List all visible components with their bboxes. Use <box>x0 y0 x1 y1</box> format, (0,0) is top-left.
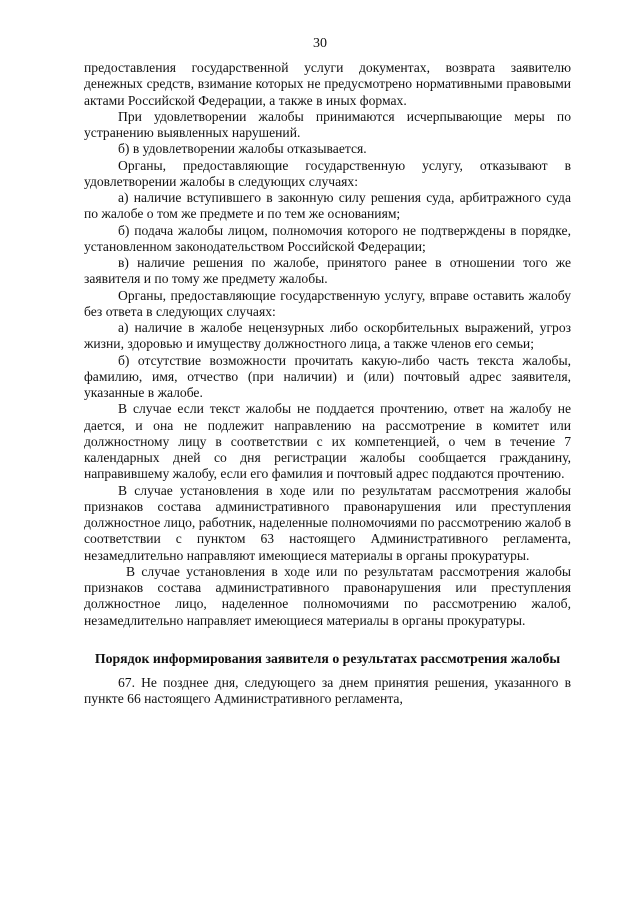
paragraph-refusal: б) в удовлетворении жалобы отказывается. <box>118 141 367 157</box>
paragraph-prosecutor-2: В случае установления в ходе или по результатам рассмотрения жалобы признаков состава административного правонарушения или преступления должностное лицо, наделенное полномочиями по рассмотрению жалоб, незамедлительно направляет имеющиеся материалы в органы прокуратуры. <box>84 563 571 628</box>
list-item-refusal-a: а) наличие вступившего в законную силу решения суда, арбитражного суда по жалобе о том же предмете и по тем же основаниям; <box>84 190 571 222</box>
list-item-refusal-b: б) подача жалобы лицом, полномочия которого не подтверждены в порядке, установленном законодательством Российской Федерации; <box>84 222 571 254</box>
paragraph-no-answer-intro: Органы, предоставляющие государственную услугу, вправе оставить жалобу без ответа в следующих случаях: <box>84 287 571 319</box>
list-item-no-answer-b: б) отсутствие возможности прочитать какую-либо часть текста жалобы, фамилию, имя, отчество (при наличии) и (или) почтовый адрес заявителя, указанные в жалобе. <box>84 352 571 400</box>
page-number: 30 <box>313 36 327 51</box>
paragraph-measures: При удовлетворении жалобы принимаются исчерпывающие меры по устранению выявленных нарушений. <box>84 108 571 140</box>
document-body <box>84 60 571 707</box>
paragraph-refusal-cases-intro: Органы, предоставляющие государственную услугу, отказывают в удовлетворении жалобы в следующих случаях: <box>84 157 571 189</box>
section-heading: Порядок информирования заявителя о результатах рассмотрения жалобы <box>94 650 561 666</box>
paragraph-unreadable: В случае если текст жалобы не поддается прочтению, ответ на жалобу не дается, и она не подлежит направлению на рассмотрение в комитет или должностному лицу в соответствии с их компетенцией, о чем в течение 7 календарных дней со дня регистрации жалобы сообщается гражданину, направившему жалобу, если его фамилия и почтовый адрес поддаются прочтению. <box>84 401 571 482</box>
paragraph-prosecutor-1: В случае установления в ходе или по результатам рассмотрения жалобы признаков состава административного правонарушения или преступления должностное лицо, работник, наделенные полномочиями по рассмотрению жалоб в соответствии с пунктом 63 настоящего Административного регламента, незамедлительно направляют имеющиеся материалы в органы прокуратуры. <box>84 482 571 563</box>
list-item-refusal-c: в) наличие решения по жалобе, принятого ранее в отношении того же заявителя и по тому же предмету жалобы. <box>84 255 571 287</box>
list-item-no-answer-a: а) наличие в жалобе нецензурных либо оскорбительных выражений, угроз жизни, здоровью и имуществу должностного лица, а также членов его семьи; <box>84 320 571 352</box>
paragraph-continuation: предоставления государственной услуги документах, возврата заявителю денежных средств, взимание которых не предусмотрено нормативными правовыми актами Российской Федерации, а также в иных формах. <box>84 60 571 108</box>
paragraph-67: 67. Не позднее дня, следующего за днем принятия решения, указанного в пункте 66 настоящего Административного регламента, <box>84 674 571 706</box>
